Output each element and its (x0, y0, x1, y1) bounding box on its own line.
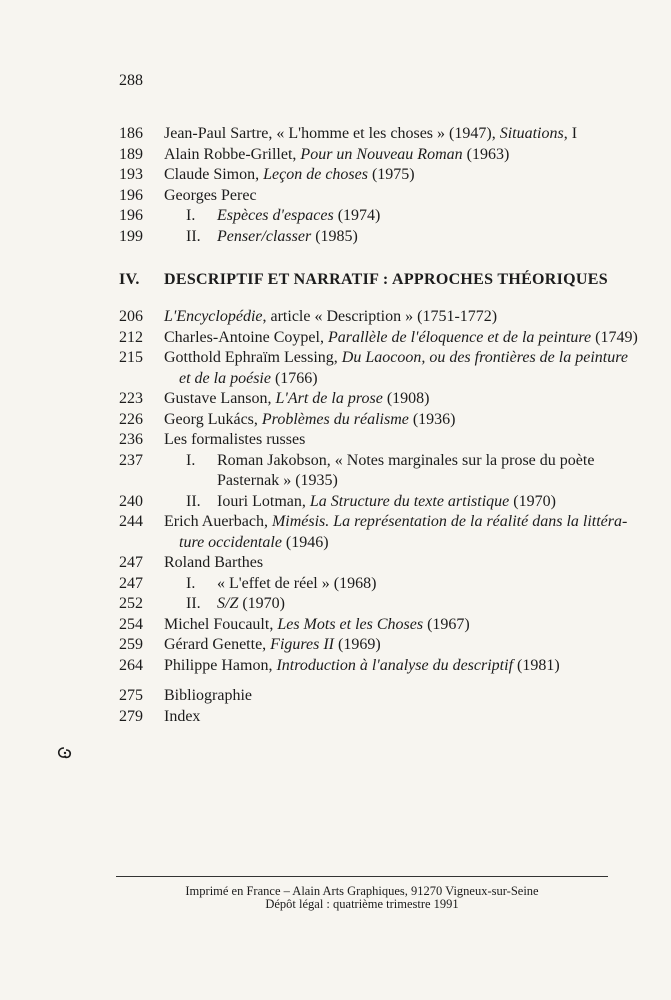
toc-entry[interactable] (119, 206, 619, 227)
toc-entry[interactable] (119, 430, 619, 451)
entry-title (164, 635, 381, 656)
table-of-contents (119, 124, 638, 727)
entry-title (164, 389, 429, 410)
entry-text: Iouri Lotman, (217, 492, 310, 510)
toc-entry[interactable] (119, 686, 619, 707)
entry-text: Alain Robbe-Grillet, (164, 145, 301, 163)
section-title: DESCRIPTIF ET NARRATIF : APPROCHES THÉORIQUES (164, 271, 608, 288)
entry-text: (1749) (591, 328, 638, 346)
page-ref: 236 (119, 431, 143, 448)
entry-title (217, 206, 380, 227)
entry-title-continuation (217, 471, 338, 492)
subentry-number: I. (186, 451, 196, 469)
toc-entry[interactable] (119, 410, 619, 431)
page-ref: 196 (119, 186, 143, 204)
entry-title (164, 686, 252, 707)
entry-text: (1963) (462, 145, 510, 163)
page-ref: 279 (119, 707, 143, 725)
toc-entry[interactable] (119, 124, 619, 145)
toc-entry[interactable] (119, 186, 619, 207)
entry-text: Bibliographie (164, 687, 252, 704)
entry-title (217, 594, 285, 615)
entry-title (164, 145, 509, 166)
toc-entry[interactable] (119, 328, 638, 349)
title-text: Problèmes du réalisme (261, 410, 409, 428)
entry-text: Roman Jakobson, « Notes marginales sur la prose du poète (217, 451, 595, 469)
entry-text: (1969) (334, 636, 381, 653)
entry-title (164, 186, 257, 207)
toc-entry[interactable] (119, 307, 619, 328)
entry-text: Les formalistes russes (164, 431, 306, 448)
toc-entry[interactable] (119, 615, 619, 636)
entry-text: Gérard Genette, (164, 636, 271, 653)
page-ref: 206 (119, 308, 143, 325)
colophon (116, 885, 608, 911)
entry-text: Charles-Antoine Coypel, (164, 328, 328, 346)
entry-title (164, 124, 577, 145)
subentry-number: II. (186, 595, 201, 612)
toc-entry[interactable] (119, 348, 628, 389)
toc-group-backmatter (119, 686, 619, 727)
page-ref: 196 (119, 207, 143, 224)
page-ref: 275 (119, 687, 143, 704)
toc-entry[interactable] (119, 553, 619, 574)
entry-title (164, 410, 456, 431)
toc-entry[interactable] (119, 707, 619, 728)
toc-group-theory (119, 307, 638, 676)
title-text: L'Encyclopédie (164, 308, 263, 325)
subentry-number: I. (186, 207, 196, 224)
entry-text: Claude Simon, (164, 166, 264, 183)
colophon-printer: Imprimé en France – Alain Arts Graphiques, 91270 Vigneux-sur-Seine (185, 884, 539, 898)
entry-title (164, 656, 560, 677)
page-ref: 240 (119, 492, 143, 510)
entry-text: (1908) (382, 390, 430, 407)
entry-title (217, 451, 594, 472)
colophon-legal-deposit: Dépôt légal : quatrième trimestre 1991 (265, 897, 459, 911)
page-ref: 212 (119, 328, 143, 346)
entry-text: , article « Description » (1751-1772) (262, 308, 498, 325)
entry-text: (1967) (423, 615, 470, 633)
page-ref: 193 (119, 166, 143, 183)
entry-text: Gotthold Ephraïm Lessing, (164, 349, 342, 366)
toc-entry[interactable] (119, 492, 619, 513)
entry-title (217, 574, 376, 595)
subentry-number: II. (186, 227, 201, 245)
page-ref: 223 (119, 390, 143, 407)
entry-title (217, 492, 556, 513)
title-text: L'Art de la prose (275, 390, 383, 407)
entry-title (164, 430, 305, 451)
title-text: Les Mots et les Choses (277, 615, 424, 633)
publisher-logo (57, 746, 73, 765)
page-ref: 237 (119, 451, 143, 469)
title-text: Leçon de choses (263, 166, 368, 183)
entry-text: (1981) (513, 656, 560, 674)
page-ref: 252 (119, 595, 143, 612)
toc-entry[interactable] (119, 145, 619, 166)
entry-text: Pasternak » (1935) (217, 472, 338, 489)
entry-text: (1974) (333, 207, 381, 224)
entry-title (164, 553, 263, 574)
entry-text: Index (164, 707, 201, 725)
entry-text: (1985) (311, 227, 358, 245)
page-ref: 254 (119, 615, 143, 633)
title-text: S/Z (217, 595, 239, 612)
toc-entry[interactable] (119, 594, 619, 615)
toc-entry[interactable] (119, 451, 619, 492)
entry-title (164, 707, 200, 728)
title-text: ture occidentale (179, 533, 282, 551)
page-ref: 186 (119, 125, 143, 142)
entry-text: (1936) (408, 410, 456, 428)
entry-text: (1975) (367, 166, 415, 183)
entry-text: (1970) (238, 595, 285, 612)
title-text: Figures II (270, 636, 335, 653)
toc-entry[interactable] (119, 574, 619, 595)
entry-title (164, 348, 628, 369)
page-ref: 244 (119, 513, 143, 530)
entry-text: (1970) (509, 492, 556, 510)
page-ref: 226 (119, 410, 143, 428)
entry-title (164, 307, 497, 328)
page-ref: 259 (119, 636, 143, 653)
title-text: et de la poésie (179, 369, 271, 387)
entry-text: (1946) (281, 533, 329, 551)
entry-title (164, 328, 638, 349)
section-heading (119, 267, 619, 297)
entry-title (164, 615, 470, 636)
entry-text: Michel Foucault, (164, 615, 278, 633)
page-ref: 247 (119, 554, 143, 571)
divider (116, 876, 608, 877)
entry-text: , I (563, 125, 578, 142)
entry-title (217, 227, 358, 248)
toc-entry[interactable] (119, 635, 619, 656)
page-ref: 199 (119, 227, 143, 245)
title-text: Espèces d'espaces (217, 207, 334, 224)
entry-text: Georges Perec (164, 186, 257, 204)
entry-title (164, 165, 415, 186)
entry-text: « L'effet de réel » (1968) (217, 574, 377, 592)
entry-text: Gustave Lanson, (164, 390, 276, 407)
title-text: Pour un Nouveau Roman (300, 145, 463, 163)
toc-entry[interactable] (119, 165, 619, 186)
title-text: Penser/classer (217, 227, 312, 245)
entry-text: Roland Barthes (164, 554, 264, 571)
toc-group-literary (119, 124, 619, 247)
toc-entry[interactable] (119, 512, 628, 553)
title-text: Du Laocoon, ou des frontières de la peinture (341, 349, 628, 366)
toc-entry[interactable] (119, 227, 619, 248)
entry-text: Georg Lukács, (164, 410, 262, 428)
entry-text: Jean-Paul Sartre, « L'homme et les choses » (1947), (164, 125, 500, 142)
entry-text: Erich Auerbach, (164, 513, 272, 530)
section-number: IV. (119, 271, 140, 288)
entry-text: Philippe Hamon, (164, 656, 277, 674)
subentry-number: II. (186, 492, 201, 510)
entry-title-continuation (179, 533, 329, 554)
page-ref: 247 (119, 574, 143, 592)
page-number: 288 (119, 72, 143, 89)
toc-entry[interactable] (119, 656, 619, 677)
title-text: Parallèle de l'éloquence et de la peinture (327, 328, 592, 346)
publisher-logo-icon (57, 746, 73, 760)
page-ref: 264 (119, 656, 143, 674)
title-text: Introduction à l'analyse du descriptif (276, 656, 514, 674)
entry-text: (1766) (270, 369, 318, 387)
page-ref: 215 (119, 349, 143, 366)
toc-entry[interactable] (119, 389, 619, 410)
title-text: La Structure du texte artistique (309, 492, 510, 510)
entry-title-continuation (179, 369, 318, 390)
page-ref: 189 (119, 145, 143, 163)
title-text: Mimésis. La représentation de la réalité dans la littéra- (271, 513, 628, 530)
entry-title (164, 512, 627, 533)
title-text: Situations (499, 125, 564, 142)
subentry-number: I. (186, 574, 196, 592)
